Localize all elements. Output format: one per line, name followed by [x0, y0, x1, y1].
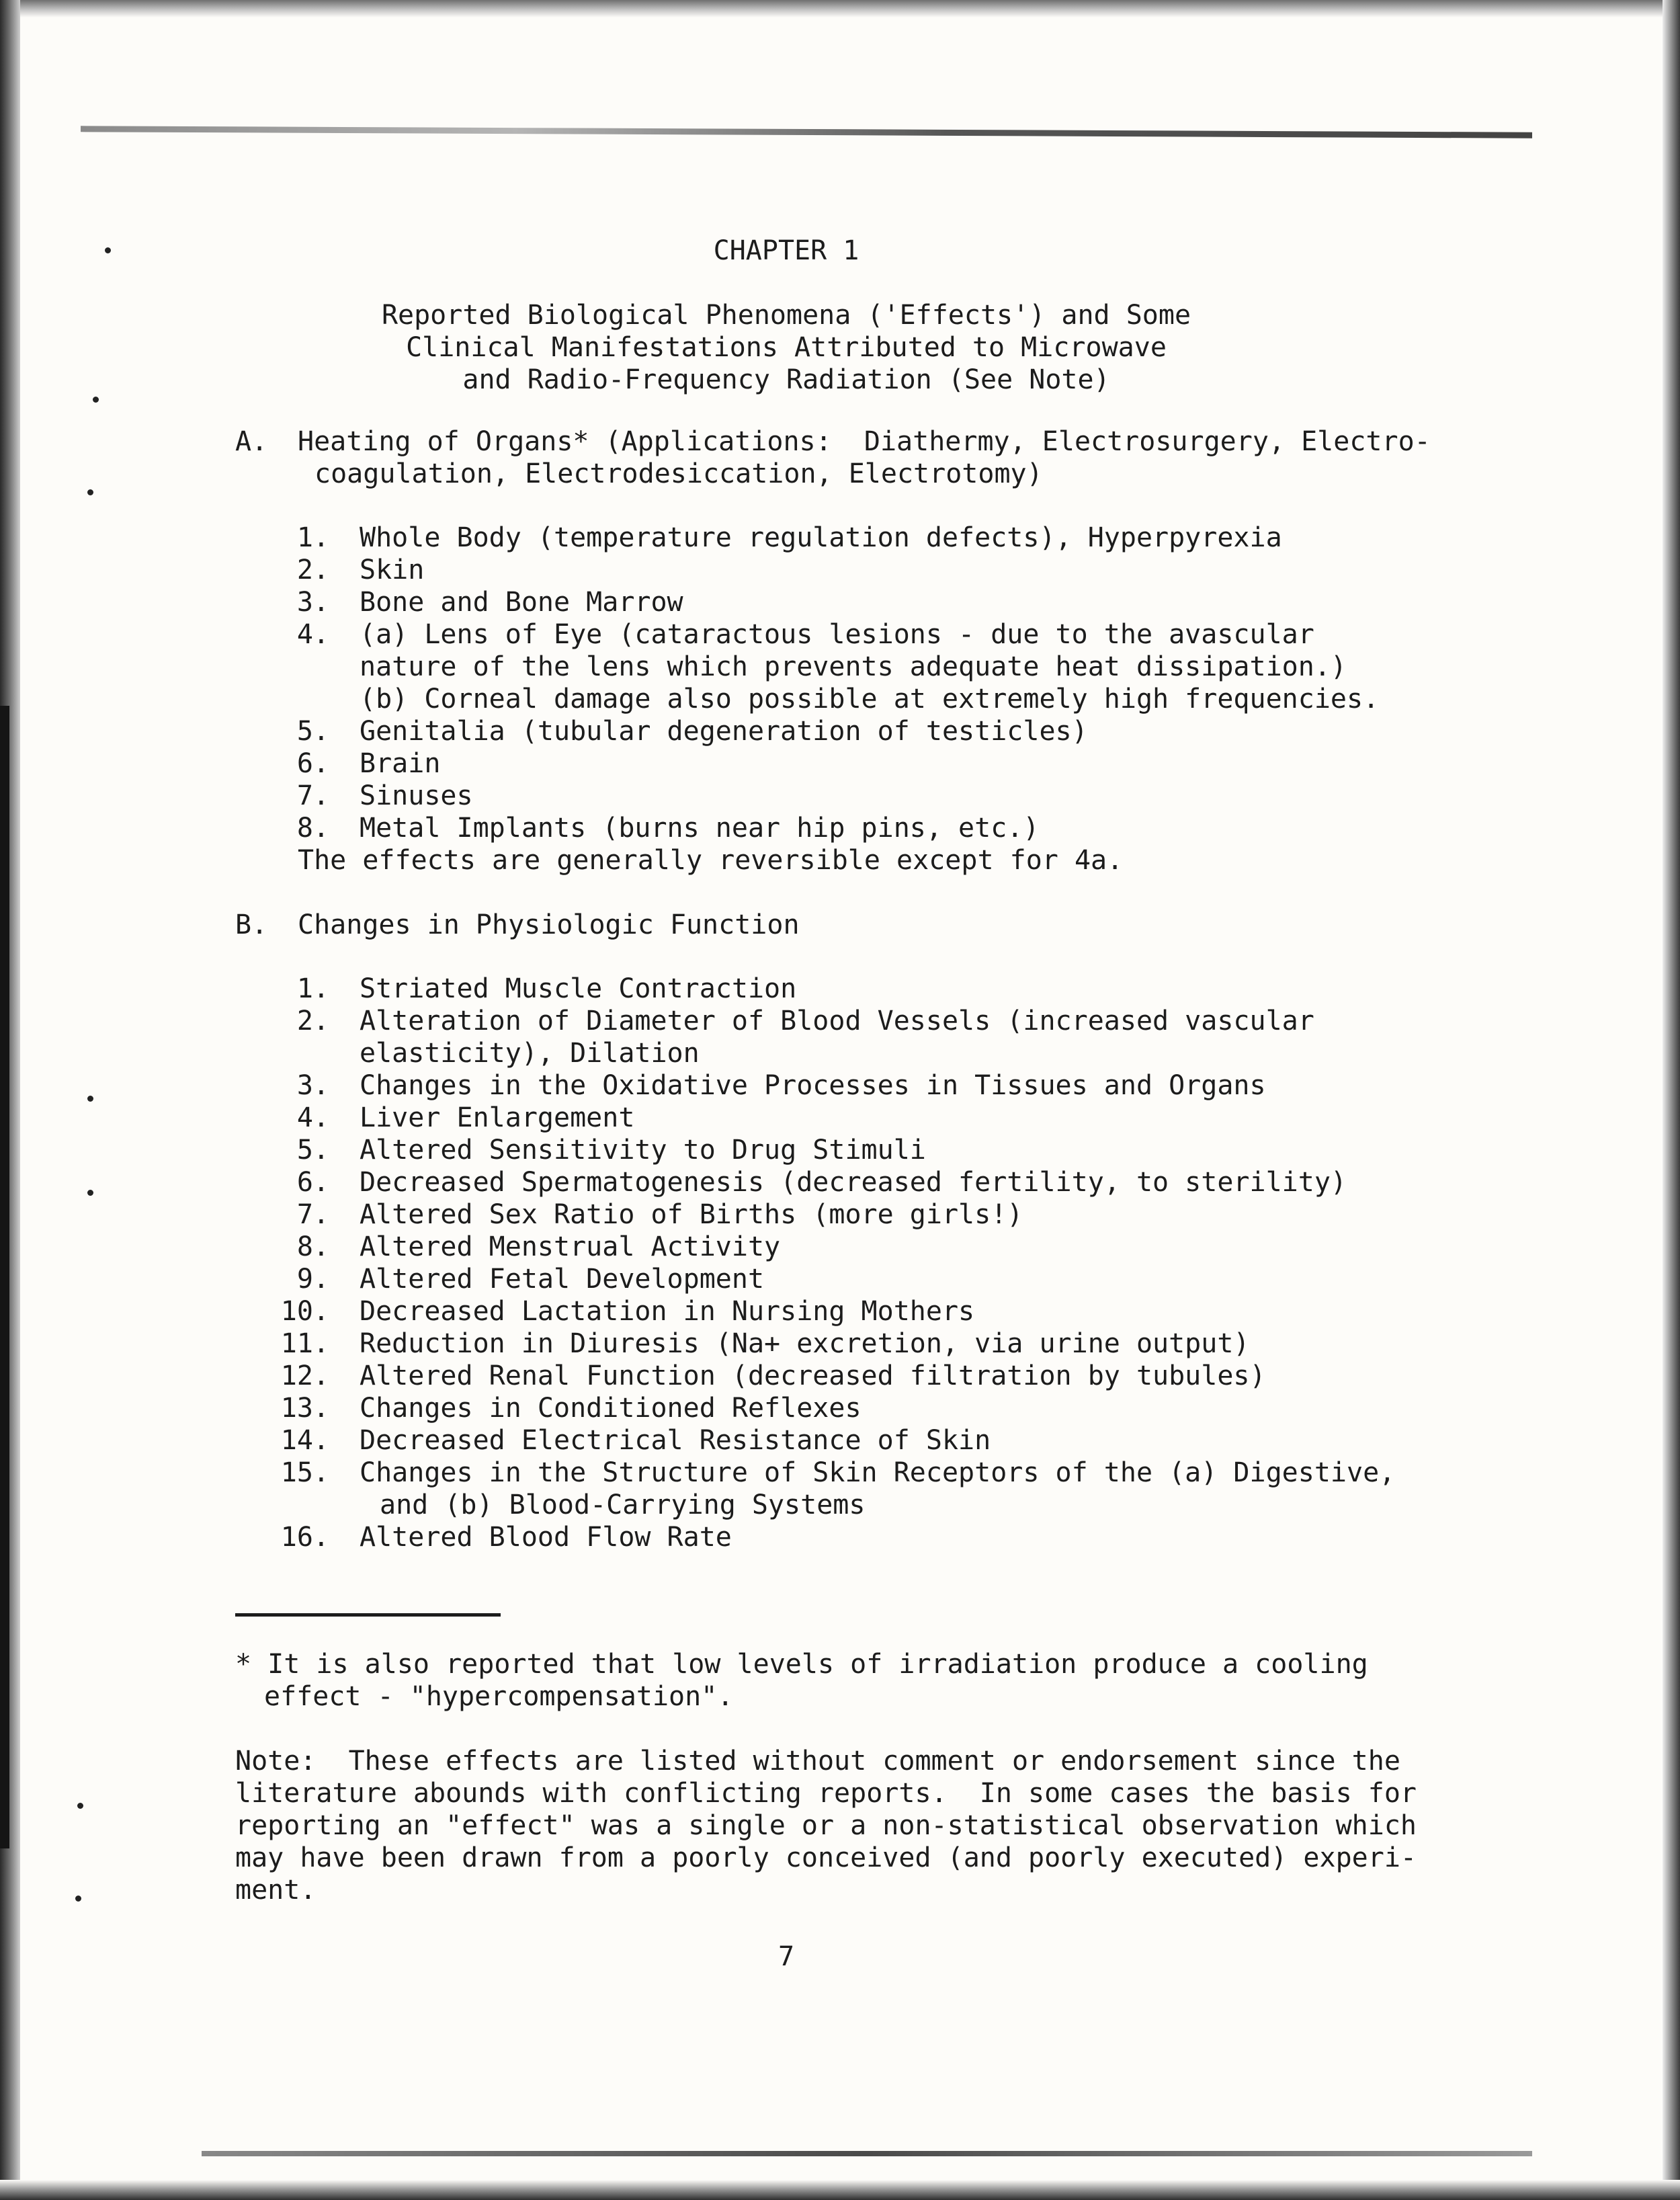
item-number: 2. [296, 555, 329, 585]
section-b-item: Altered Blood Flow Rate [360, 1522, 732, 1553]
item-number: 2. [296, 1006, 329, 1036]
section-b-item: Changes in the Oxidative Processes in Tissues and Organs [360, 1070, 1266, 1101]
item-number: 6. [296, 1167, 329, 1198]
bottom-rule [202, 2151, 1532, 2156]
note-line-2: literature abounds with conflicting reports. In some cases the basis for [235, 1778, 1417, 1809]
note-line-5: ment. [235, 1875, 317, 1906]
item-number: 9. [296, 1264, 329, 1295]
item-number: 8. [296, 813, 329, 844]
item-number: 3. [296, 1070, 329, 1101]
section-b-item: Reduction in Diuresis (Na+ excretion, via urine output) [360, 1328, 1250, 1359]
section-b-heading: Changes in Physiologic Function [298, 909, 800, 940]
section-a-heading-cont: coagulation, Electrodesiccation, Electrotomy) [314, 458, 1043, 489]
section-a-item-cont: nature of the lens which prevents adequate heat dissipation.) [360, 651, 1347, 682]
section-a-heading: Heating of Organs* (Applications: Diathermy, Electrosurgery, Electro- [298, 426, 1431, 457]
section-a-item: Brain [360, 748, 441, 779]
section-b-item: Alteration of Diameter of Blood Vessels (increased vascular [360, 1006, 1314, 1036]
scan-speck [87, 1096, 93, 1102]
section-b-item: Changes in the Structure of Skin Receptors of the (a) Digestive, [360, 1457, 1396, 1488]
item-number: 16. [280, 1522, 329, 1553]
section-a-item: Sinuses [360, 780, 473, 811]
section-b-item: Decreased Spermatogenesis (decreased fertility, to sterility) [360, 1167, 1347, 1198]
scan-speck [87, 1190, 93, 1196]
scan-speck [93, 397, 99, 403]
chapter-heading: CHAPTER 1 [713, 235, 859, 266]
section-a-item: (a) Lens of Eye (cataractous lesions - due to the avascular [360, 619, 1314, 650]
item-number: 8. [296, 1231, 329, 1262]
section-b-item: Decreased Lactation in Nursing Mothers [360, 1296, 975, 1327]
title-line-1: Reported Biological Phenomena ('Effects') and Some [381, 300, 1191, 331]
item-number: 4. [296, 1102, 329, 1133]
section-b-item: Altered Sensitivity to Drug Stimuli [360, 1135, 926, 1166]
scan-edge-right [1663, 0, 1680, 2200]
item-number: 13. [280, 1393, 329, 1424]
item-number: 4. [296, 619, 329, 650]
item-number: 11. [280, 1328, 329, 1359]
item-number: 7. [296, 1199, 329, 1230]
section-b-item: Altered Renal Function (decreased filtration by tubules) [360, 1360, 1266, 1391]
title-line-3: and Radio-Frequency Radiation (See Note) [462, 364, 1110, 395]
title-line-2: Clinical Manifestations Attributed to Microwave [406, 332, 1167, 363]
section-a-closing: The effects are generally reversible except for 4a. [298, 845, 1124, 876]
section-b-item: Striated Muscle Contraction [360, 973, 797, 1004]
section-b-item: Changes in Conditioned Reflexes [360, 1393, 862, 1424]
scan-speck [77, 1803, 83, 1809]
section-b-item: Altered Menstrual Activity [360, 1231, 781, 1262]
section-b-item-cont: and (b) Blood-Carrying Systems [380, 1490, 866, 1520]
section-a-letter: A. [235, 426, 268, 457]
scan-edge-left-dark [0, 706, 9, 1848]
item-number: 1. [296, 973, 329, 1004]
item-number: 7. [296, 780, 329, 811]
item-number: 10. [280, 1296, 329, 1327]
section-a-item: Metal Implants (burns near hip pins, etc.) [360, 813, 1040, 844]
item-number: 14. [280, 1425, 329, 1456]
page-number: 7 [778, 1941, 795, 1972]
scan-speck [75, 1896, 81, 1902]
item-number: 15. [280, 1457, 329, 1488]
scan-edge-bottom [0, 2180, 1680, 2200]
scan-edge-top [0, 0, 1680, 17]
item-number: 1. [296, 522, 329, 553]
item-number: 6. [296, 748, 329, 779]
footnote-line-1: * It is also reported that low levels of irradiation produce a cooling [235, 1649, 1368, 1680]
note-line-3: reporting an "effect" was a single or a non-statistical observation which [235, 1810, 1417, 1841]
section-a-item: Skin [360, 555, 425, 585]
section-b-letter: B. [235, 909, 268, 940]
section-a-item-cont: (b) Corneal damage also possible at extremely high frequencies. [360, 684, 1380, 715]
section-a-item: Whole Body (temperature regulation defects), Hyperpyrexia [360, 522, 1282, 553]
section-b-item-cont: elasticity), Dilation [360, 1038, 700, 1069]
section-b-item: Altered Sex Ratio of Births (more girls!) [360, 1199, 1023, 1230]
item-number: 3. [296, 587, 329, 618]
section-a-item: Bone and Bone Marrow [360, 587, 683, 618]
item-number: 5. [296, 716, 329, 747]
footnote-line-2: effect - "hypercompensation". [264, 1681, 734, 1712]
section-a-item: Genitalia (tubular degeneration of testicles) [360, 716, 1088, 747]
section-b-item: Liver Enlargement [360, 1102, 635, 1133]
section-b-item: Altered Fetal Development [360, 1264, 765, 1295]
note-line-4: may have been drawn from a poorly conceived (and poorly executed) experi- [235, 1842, 1417, 1873]
note-line-1: Note: These effects are listed without comment or endorsement since the [235, 1746, 1400, 1777]
item-number: 5. [296, 1135, 329, 1166]
section-b-item: Decreased Electrical Resistance of Skin [360, 1425, 991, 1456]
footnote-rule [235, 1613, 501, 1617]
top-rule [81, 126, 1532, 138]
scan-speck [87, 489, 93, 495]
item-number: 12. [280, 1360, 329, 1391]
